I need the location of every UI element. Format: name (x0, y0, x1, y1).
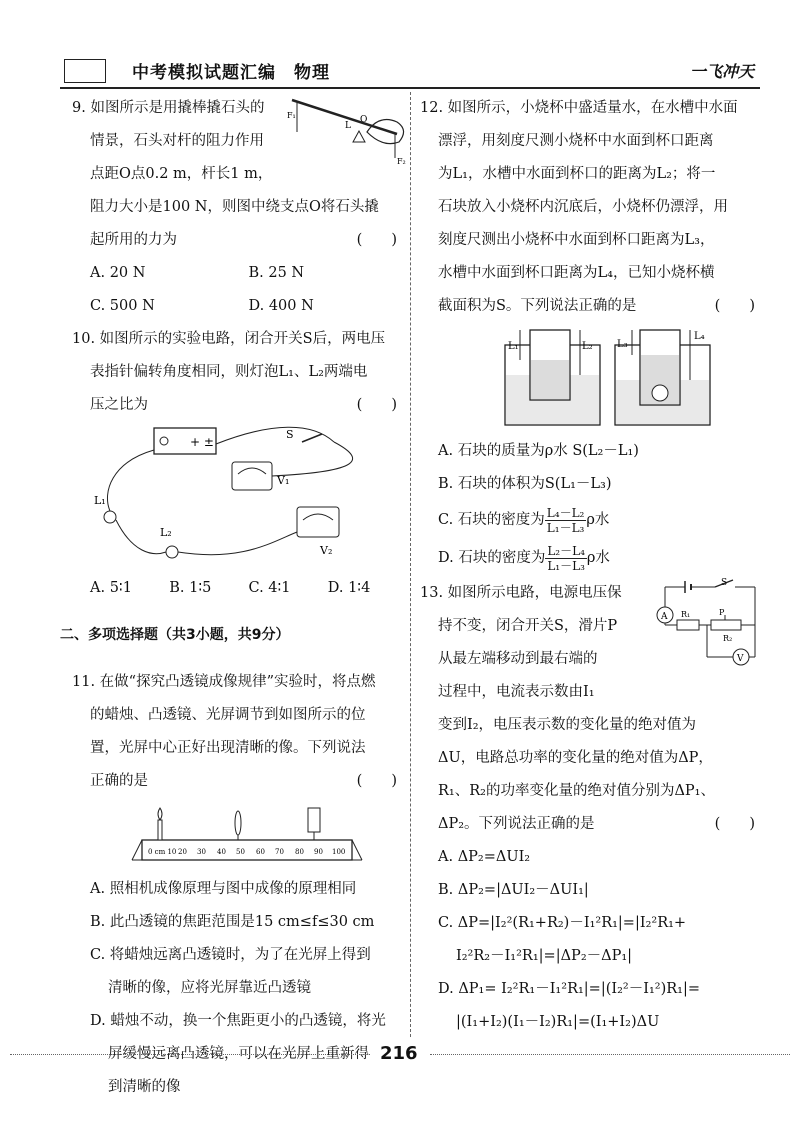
circuit-figure-q10 (72, 422, 402, 572)
q11-option-d-2: 屏缓慢远离凸透镜，可以在光屏上重新得 (108, 1046, 369, 1062)
q11-option-c-1: C. 将蜡烛远离凸透镜时，为了在光屏上得到 (90, 947, 371, 963)
page-number: 216 (380, 1043, 418, 1064)
q13-option-b: B. ΔP₂=|ΔUI₂－ΔUI₁| (438, 882, 589, 898)
q11-option-d-1: D. 蜡烛不动，换一个焦距更小的凸透镜，将光 (90, 1013, 386, 1029)
q13-option-a: A. ΔP₂=ΔUI₂ (438, 849, 531, 865)
ruler-tick-40: 40 (217, 848, 226, 856)
q11-option-c-2: 清晰的像，应将光屏靠近凸透镜 (108, 980, 311, 996)
q12-option-c-numerator: L₄－L₂ (546, 505, 585, 520)
q13-line-6: ΔU，电路总功率的变化量的绝对值为ΔP， (438, 750, 713, 766)
ruler-tick-0: 0 cm 10 (148, 848, 177, 856)
l1-label: L₁ (94, 494, 106, 507)
q11-option-a: A. 照相机成像原理与图中成像的原理相同 (90, 881, 357, 897)
page-header (60, 55, 760, 85)
q10-answer-paren: ( ) (356, 397, 397, 413)
ruler-tick-60: 60 (256, 848, 265, 856)
l1-fig-label: L₁ (508, 341, 519, 352)
q11-line-4: 正确的是 (90, 773, 148, 789)
q12-option-d-fraction (545, 544, 587, 573)
book-logo-icon (64, 59, 106, 83)
question-10 (72, 323, 407, 605)
q10-line-2: 表指针偏转角度相同，则灯泡L₁、L₂两端电 (90, 364, 368, 380)
q9-line-1: 9. 如图所示是用撬棒撬石头的 (72, 100, 265, 116)
v1-label: V₁ (277, 474, 290, 487)
q13-option-c-1: C. ΔP=|I₂²(R₁+R₂)－I₁²R₁|=|I₂²R₁+ (438, 915, 687, 931)
q12-line-7: 截面积为S。下列说法正确的是 (438, 298, 637, 314)
q13-line-3: 从最左端移动到最右端的 (438, 651, 598, 667)
switch-label: S (286, 428, 294, 441)
q13-slider-label: P (719, 608, 725, 617)
l4-fig-label: L₄ (694, 331, 705, 342)
l2-label: L₂ (160, 526, 172, 539)
q12-option-d-suffix: ρ水 (586, 550, 610, 566)
header-divider (60, 87, 760, 89)
q10-option-d: D. 1∶4 (327, 580, 371, 596)
beaker-tank-figure (420, 325, 750, 435)
ruler-tick-30: 30 (197, 848, 206, 856)
f1-label: F₁ (287, 111, 296, 120)
q9-option-a: A. 20 N (90, 265, 146, 281)
q9-line-3: 点距O点0.2 m，杆长1 m， (90, 166, 273, 182)
q11-option-b: B. 此凸透镜的焦距范围是15 cm≤f≤30 cm (90, 914, 375, 930)
question-12 (420, 92, 765, 577)
q9-line-4: 阻力大小是100 N，则图中绕支点O将石头撬 (90, 199, 379, 215)
q12-option-d-numerator: L₂－L₄ (547, 543, 585, 558)
q12-option-d-denominator: L₁－L₃ (547, 558, 585, 573)
q13-option-d-2: |(I₁+I₂)(I₁－I₂)R₁|=(I₁+I₂)ΔU (456, 1014, 660, 1030)
ruler-tick-100: 100 (332, 848, 346, 856)
left-column (60, 92, 407, 1104)
v2-label: V₂ (320, 544, 333, 557)
q12-line-3: 为L₁，水槽中水面到杯口的距离为L₂；将一 (438, 166, 716, 182)
q13-answer-paren: ( ) (714, 816, 755, 832)
q13-voltmeter-label: V (737, 654, 744, 664)
optical-bench-figure (72, 798, 402, 873)
q9-option-d: D. 400 N (248, 298, 314, 314)
q12-option-c-denominator: L₁－L₃ (546, 520, 585, 535)
q13-switch-label: S (721, 578, 728, 588)
q9-line-5: 起所用的力为 (90, 232, 177, 248)
question-11 (72, 666, 407, 1104)
q13-option-c-2: I₂²R₂－I₁²R₁|=|ΔP₂－ΔP₁| (456, 948, 633, 964)
ruler-tick-70: 70 (275, 848, 284, 856)
q12-line-1: 12. 如图所示，小烧杯中盛适量水，在水槽中水面 (420, 100, 738, 116)
l3-fig-label: L₃ (617, 339, 628, 350)
question-9 (72, 92, 407, 323)
q11-line-1: 11. 在做“探究凸透镜成像规律”实验时，将点燃 (72, 674, 376, 690)
ruler-tick-80: 80 (295, 848, 304, 856)
q13-line-5: 变到I₂，电压表示数的变化量的绝对值为 (438, 717, 697, 733)
q9-option-b: B. 25 N (248, 265, 305, 281)
q12-option-c-suffix: ρ水 (586, 512, 610, 528)
brand-name: 一飞冲天 (689, 62, 754, 81)
q11-answer-paren: ( ) (356, 773, 397, 789)
q12-option-a: A. 石块的质量为ρ水 S(L₂－L₁) (438, 443, 639, 459)
q13-ammeter-label: A (661, 612, 668, 622)
page-footer (0, 1040, 800, 1070)
ruler-tick-50: 50 (236, 848, 245, 856)
question-13 (420, 577, 765, 1039)
q12-line-6: 水槽中水面到杯口距离为L₄，已知小烧杯横 (438, 265, 715, 281)
q13-option-d-1: D. ΔP₁= I₂²R₁－I₁²R₁|=|(I₂²－I₁²)R₁|= (438, 981, 700, 997)
q12-option-c-prefix: C. 石块的密度为 (438, 512, 545, 528)
q13-r2-label: R₂ (723, 634, 733, 643)
crowbar-figure (287, 94, 407, 169)
column-divider (410, 92, 411, 1037)
footer-rule-right (430, 1054, 790, 1055)
q11-option-d-3: 到清晰的像 (108, 1079, 181, 1095)
q12-line-4: 石块放入小烧杯内沉底后，小烧杯仍漂浮，用 (438, 199, 728, 215)
q13-line-1: 13. 如图所示电路，电源电压保 (420, 585, 622, 601)
q9-answer-paren: ( ) (356, 232, 397, 248)
q12-option-c-fraction (545, 506, 587, 535)
right-column (420, 92, 765, 1039)
ruler-tick-20: 20 (178, 848, 187, 856)
q10-line-3: 压之比为 (90, 397, 148, 413)
l-label: L (345, 121, 351, 131)
f2-label: F₂ (397, 157, 406, 166)
q12-answer-paren: ( ) (714, 298, 755, 314)
circuit-figure-q13 (645, 577, 765, 672)
ruler-tick-90: 90 (314, 848, 323, 856)
q11-line-2: 的蜡烛、凸透镜、光屏调节到如图所示的位 (90, 707, 366, 723)
l2-fig-label: L₂ (582, 341, 593, 352)
q12-option-d-prefix: D. 石块的密度为 (438, 550, 546, 566)
q9-line-2: 情景，石头对杆的阻力作用 (90, 133, 264, 149)
footer-rule-left (10, 1054, 370, 1055)
q11-line-3: 置，光屏中心正好出现清晰的像。下列说法 (90, 740, 366, 756)
section-heading-multiple-choice: 二、多项选择题（共3小题，共9分） (60, 627, 290, 643)
q13-line-7: R₁、R₂的功率变化量的绝对值分别为ΔP₁、 (438, 783, 715, 799)
q12-option-b: B. 石块的体积为S(L₁－L₃) (438, 476, 612, 492)
q13-line-2: 持不变，闭合开关S，滑片P (438, 618, 618, 634)
q12-line-5: 刻度尺测出小烧杯中水面到杯口距离为L₃， (438, 232, 715, 248)
q10-option-c: C. 4∶1 (248, 580, 291, 596)
q13-line-4: 过程中，电流表示数由I₁ (438, 684, 595, 700)
q9-option-c: C. 500 N (90, 298, 155, 314)
q12-option-c (420, 501, 765, 539)
q10-option-b: B. 1∶5 (169, 580, 212, 596)
q13-r1-label: R₁ (681, 610, 691, 619)
q12-line-2: 漂浮，用刻度尺测小烧杯中水面到杯口距离 (438, 133, 714, 149)
q12-option-d (420, 539, 765, 577)
book-title: 中考模拟试题汇编 物理 (132, 63, 330, 83)
q13-line-8: ΔP₂。下列说法正确的是 (438, 816, 595, 832)
q10-line-1: 10. 如图所示的实验电路，闭合开关S后，两电压 (72, 331, 386, 347)
svg-text:+ ±: + ± (190, 435, 214, 449)
o-label: O (360, 115, 368, 125)
q10-option-a: A. 5∶1 (90, 580, 132, 596)
